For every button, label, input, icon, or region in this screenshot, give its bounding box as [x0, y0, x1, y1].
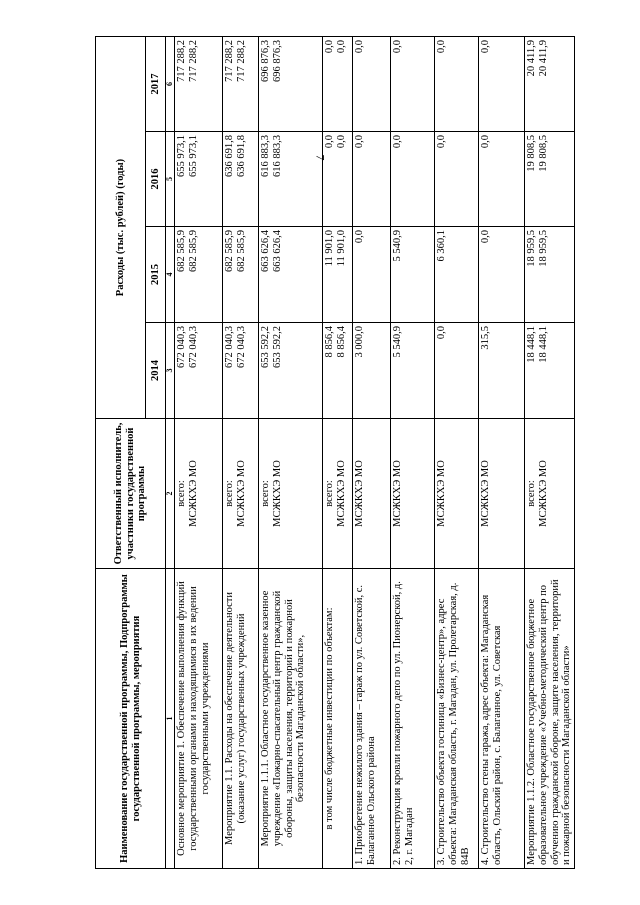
row-name: Мероприятие 1.1.1. Областное государственное казенное учреждение «Пожарно-спасательный центр гражданской обороны, защиты населения, территорий и пожарной безопасности Магаданской области»,	[259, 569, 323, 869]
value-line: 636 691,8	[224, 135, 235, 177]
header-year-2017: 2017	[146, 37, 166, 132]
value-line: 717 288,2	[176, 40, 187, 82]
row-value-y2015	[323, 227, 353, 323]
value-line: 0,0	[324, 40, 335, 54]
value-line: 672 040,3	[224, 326, 235, 368]
index-cell: 4	[166, 227, 175, 323]
table-row	[223, 37, 259, 869]
row-executor	[479, 419, 525, 569]
table-row	[479, 37, 525, 869]
document-sheet	[95, 37, 573, 869]
value-line: 8 856,4	[335, 326, 347, 358]
row-name: в том числе бюджетные инвестиции по объектам:	[323, 569, 353, 869]
row-value-y2016	[391, 132, 435, 227]
row-executor	[435, 419, 479, 569]
row-value-y2015	[479, 227, 525, 323]
value-line: 0,0	[436, 135, 447, 149]
value-line: 0,0	[480, 230, 491, 244]
value-line: 655 973,1	[187, 135, 199, 177]
table-row	[391, 37, 435, 869]
index-cell: 2	[166, 419, 175, 569]
value-line: 0,0	[354, 40, 365, 54]
value-line: 616 883,3	[271, 135, 283, 177]
value-line: 682 585,9	[176, 230, 187, 272]
executor-line: всего:	[526, 480, 537, 507]
table-row	[259, 37, 323, 869]
value-line: 19 808,5	[537, 135, 549, 172]
row-value-y2017	[259, 37, 323, 132]
executor-line: МСЖКХЭ МО	[436, 460, 447, 527]
value-line: 18 448,1	[526, 326, 537, 363]
value-line: 655 973,1	[176, 135, 187, 177]
value-line: 653 592,2	[271, 326, 283, 368]
header-executor: Ответственный исполнитель, участники государственной программы	[96, 419, 166, 569]
value-line: 5 540,9	[392, 326, 403, 358]
value-line: 682 585,9	[235, 230, 247, 272]
value-line: 11 901,0	[335, 230, 347, 267]
value-line: 0,0	[324, 135, 335, 149]
index-cell: 1	[166, 569, 175, 869]
row-value-y2014	[175, 323, 223, 419]
executor-line: МСЖКХЭ МО	[271, 460, 283, 527]
value-line: 0,0	[436, 40, 447, 54]
row-value-y2016	[259, 132, 323, 227]
row-name: 4. Строительство стены гаража, адрес объекта: Магаданская область, Ольский район, с. Балаганное, ул. Советская	[479, 569, 525, 869]
executor-line: всего:	[324, 480, 335, 507]
row-name: Мероприятие 1.1. Расходы на обеспечение деятельности (оказание услуг) государственных учреждений	[223, 569, 259, 869]
executor-line: МСЖКХЭ МО	[480, 460, 491, 527]
header-year-2015: 2015	[146, 227, 166, 323]
header-expenses: Расходы (тыс. рублей) (годы)	[96, 37, 146, 419]
expenses-table	[95, 36, 575, 869]
row-name: 1. Приобретение нежилого здания – гараж по ул. Советской, с. Балаганное Ольского района	[353, 569, 391, 869]
value-line: 636 691,8	[235, 135, 247, 177]
row-value-y2014	[259, 323, 323, 419]
row-value-y2017	[353, 37, 391, 132]
row-name: Мероприятие 1.1.2. Областное государственное бюджетное образовательное учреждение «Учебно-методический центр по обучению гражданской обороне, защите населения, территорий и пожарной безопасности Магаданской области»	[525, 569, 575, 869]
executor-line: всего:	[176, 480, 187, 507]
row-value-y2015	[223, 227, 259, 323]
row-value-y2017	[479, 37, 525, 132]
row-value-y2014	[323, 323, 353, 419]
row-executor	[353, 419, 391, 569]
value-line: 18 959,5	[526, 230, 537, 267]
row-executor	[323, 419, 353, 569]
value-line: 653 592,2	[260, 326, 271, 368]
row-executor	[223, 419, 259, 569]
row-value-y2014	[391, 323, 435, 419]
executor-line: всего:	[260, 480, 271, 507]
value-line: 0,0	[480, 40, 491, 54]
index-cell: 5	[166, 132, 175, 227]
value-line: 663 626,4	[271, 230, 283, 272]
row-value-y2014	[479, 323, 525, 419]
row-value-y2016	[353, 132, 391, 227]
value-line: 672 040,3	[176, 326, 187, 368]
row-value-y2015	[175, 227, 223, 323]
value-line: 717 288,2	[224, 40, 235, 82]
row-value-y2015	[435, 227, 479, 323]
row-executor	[391, 419, 435, 569]
row-value-y2017	[223, 37, 259, 132]
value-line: 20 411,9	[526, 40, 537, 77]
value-line: 3 000,0	[354, 326, 365, 358]
row-value-y2016	[479, 132, 525, 227]
table-row	[175, 37, 223, 869]
row-value-y2017	[323, 37, 353, 132]
value-line: 616 883,3	[260, 135, 271, 177]
row-value-y2016	[223, 132, 259, 227]
row-executor	[175, 419, 223, 569]
row-value-y2014	[525, 323, 575, 419]
row-value-y2016	[323, 132, 353, 227]
row-value-y2016	[525, 132, 575, 227]
value-line: 672 040,3	[235, 326, 247, 368]
value-line: 696 876,3	[271, 40, 283, 82]
value-line: 18 959,5	[537, 230, 549, 267]
row-value-y2015	[525, 227, 575, 323]
value-line: 6 360,1	[436, 230, 447, 262]
header-year-2016: 2016	[146, 132, 166, 227]
row-value-y2015	[259, 227, 323, 323]
row-executor	[525, 419, 575, 569]
executor-line: МСЖКХЭ МО	[537, 460, 549, 527]
executor-line: МСЖКХЭ МО	[354, 460, 365, 527]
header-name: Наименование государственной программы, Подпрограммы государственной программы, мероприятия	[96, 569, 166, 869]
value-line: 717 288,2	[235, 40, 247, 82]
row-value-y2016	[175, 132, 223, 227]
value-line: 0,0	[335, 135, 347, 149]
executor-line: МСЖКХЭ МО	[392, 460, 403, 527]
value-line: 0,0	[354, 230, 365, 244]
row-value-y2017	[435, 37, 479, 132]
value-line: 315,5	[480, 326, 491, 350]
page-number: 7	[313, 154, 328, 161]
row-value-y2017	[175, 37, 223, 132]
row-value-y2016	[435, 132, 479, 227]
value-line: 0,0	[392, 135, 403, 149]
row-value-y2014	[353, 323, 391, 419]
value-line: 682 585,9	[187, 230, 199, 272]
value-line: 696 876,3	[260, 40, 271, 82]
value-line: 5 540,9	[392, 230, 403, 262]
table-row	[353, 37, 391, 869]
value-line: 0,0	[392, 40, 403, 54]
row-value-y2014	[435, 323, 479, 419]
value-line: 0,0	[480, 135, 491, 149]
value-line: 717 288,2	[187, 40, 199, 82]
value-line: 18 448,1	[537, 326, 549, 363]
executor-line: МСЖКХЭ МО	[235, 460, 247, 527]
executor-line: МСЖКХЭ МО	[335, 460, 347, 527]
value-line: 663 626,4	[260, 230, 271, 272]
value-line: 0,0	[354, 135, 365, 149]
row-executor	[259, 419, 323, 569]
row-value-y2014	[223, 323, 259, 419]
table-body	[175, 37, 575, 869]
row-name: 2. Реконструкция кровли пожарного депо по ул. Пионерской, д. 2, г. Магадан	[391, 569, 435, 869]
value-line: 672 040,3	[187, 326, 199, 368]
executor-line: МСЖКХЭ МО	[187, 460, 199, 527]
row-name: 3. Строительство объекта гостиница «Бизнес-центр», адрес объекта: Магаданская область, г. Магадан, ул. Пролетарская, д. 84В	[435, 569, 479, 869]
row-value-y2015	[353, 227, 391, 323]
value-line: 19 808,5	[526, 135, 537, 172]
executor-line: всего:	[224, 480, 235, 507]
header-year-2014: 2014	[146, 323, 166, 419]
value-line: 0,0	[335, 40, 347, 54]
rotated-table-container	[95, 37, 573, 869]
row-value-y2017	[391, 37, 435, 132]
table-row	[525, 37, 575, 869]
row-value-y2015	[391, 227, 435, 323]
row-value-y2017	[525, 37, 575, 132]
table-row	[323, 37, 353, 869]
value-line: 8 856,4	[324, 326, 335, 358]
index-cell: 6	[166, 37, 175, 132]
value-line: 0,0	[436, 326, 447, 340]
value-line: 682 585,9	[224, 230, 235, 272]
value-line: 11 901,0	[324, 230, 335, 267]
table-row	[435, 37, 479, 869]
row-name: Основное мероприятие 1. Обеспечение выполнения функций государственными органами и находящимися в их ведении государственными учреждениями	[175, 569, 223, 869]
index-cell: 3	[166, 323, 175, 419]
value-line: 20 411,9	[537, 40, 549, 77]
